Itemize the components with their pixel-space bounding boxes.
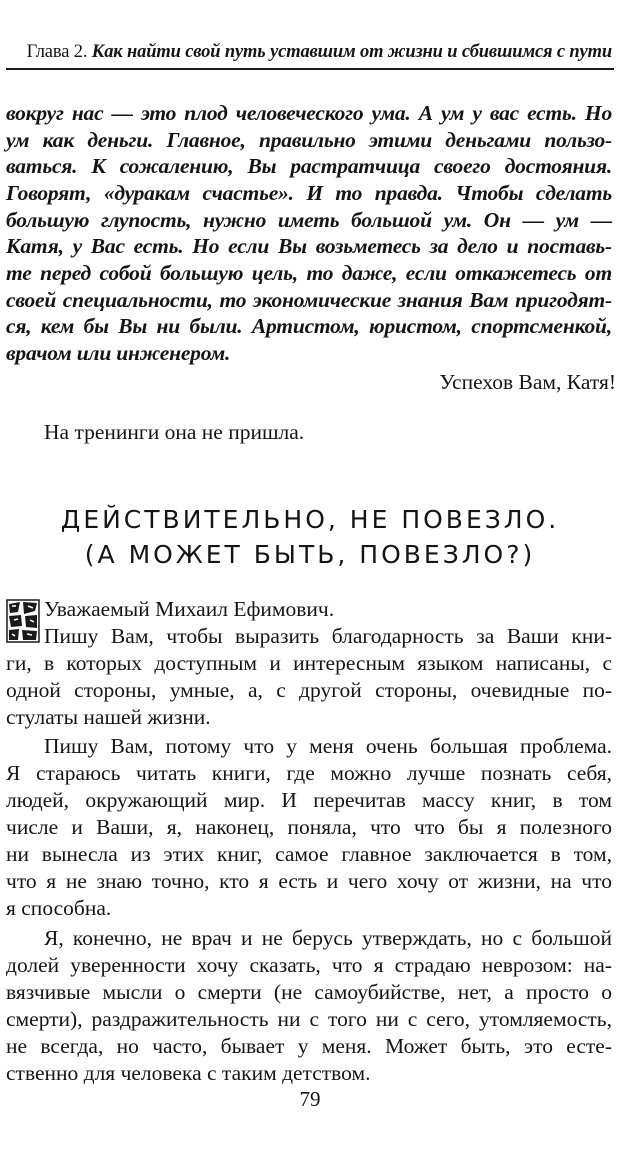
text-line: долей уверенности хочу сказать, что я страдаю неврозом: на- [6, 953, 612, 977]
running-header-text [27, 42, 612, 63]
text-line: ственно для человека с таким детством. [6, 1061, 371, 1085]
text-line: Катя, у Вас есть. Но если Вы возьметесь за дело и поставь- [6, 234, 612, 258]
text-line: Пишу Вам, чтобы выразить благодарность за Ваши кни- [44, 624, 612, 648]
text-line: Говорят, «дуракам счастье». И то правда. Чтобы сделать [6, 181, 612, 205]
text-line: я способна. [6, 896, 112, 920]
running-header [6, 32, 614, 70]
text-line: ся, кем бы Вы ни были. Артистом, юристом, спортсменкой, [6, 314, 612, 338]
text-line: большую глупость, нужно иметь большой ум. Он — ум — [6, 208, 612, 232]
text-line: стулаты нашей жизни. [6, 705, 211, 729]
drop-cap-ornament-icon [6, 598, 40, 644]
text-line: ни вынесла из этих книг, самое главное заключается в том, [6, 842, 612, 866]
section-title-line: ДЕЙСТВИТЕЛЬНО, НЕ ПОВЕЗЛО. [60, 505, 560, 534]
text-line: вязчивые мысли о смерти (не самоубийстве, нет, а просто о [6, 980, 612, 1004]
note-paragraph: На тренинги она не пришла. [44, 420, 305, 444]
header-subtitle: Как найти свой путь уставшим от жизни и сбившимся с пути [91, 42, 612, 62]
text-line: одной стороны, умные, а, с другой стороны, очевидные по- [6, 678, 612, 702]
text-line: Пишу Вам, потому что у меня очень большая проблема. [44, 734, 612, 758]
text-line: ум как деньги. Главное, правильно этими деньгами пользо- [6, 128, 612, 152]
section-title-line: (А МОЖЕТ БЫТЬ, ПОВЕЗЛО?) [84, 540, 536, 569]
text-line: Я, конечно, не врач и не берусь утверждать, но с большой [44, 926, 612, 950]
text-line: Я стараюсь читать книги, где можно лучше познать себя, [6, 761, 612, 785]
text-line: что я не знаю точно, кто я есть и чего хочу от жизни, на что [6, 869, 612, 893]
greeting: Уважаемый Михаил Ефимович. [44, 597, 335, 621]
text-line: людей, окружающий мир. И перечитав массу книг, в том [6, 788, 612, 812]
text-line: ги, в которых доступным и интересным языком написаны, с [6, 651, 612, 675]
text-line: числе и Ваши, я, наконец, поняла, что что бы я полезного [6, 815, 612, 839]
header-chapter: Глава 2. [26, 42, 88, 62]
page-number: 79 [299, 1087, 321, 1111]
text-line: не всегда, но часто, бывает у меня. Может быть, это есте- [6, 1034, 612, 1058]
text-line: своей специальности, то экономические знания Вам пригодят- [6, 288, 612, 312]
text-line: вокруг нас — это плод человеческого ума. А ум у вас есть. Но [6, 101, 612, 125]
signoff: Успехов Вам, Катя! [439, 370, 616, 394]
text-line: смерти), раздражительность ни с того ни с сего, утомляемость, [6, 1007, 612, 1031]
text-line: врачом или инженером. [6, 341, 231, 365]
text-line: те перед собой большую цель, то даже, если откажетесь от [6, 261, 612, 285]
text-line: ваться. К сожалению, Вы растратчица своего достояния. [6, 154, 612, 178]
